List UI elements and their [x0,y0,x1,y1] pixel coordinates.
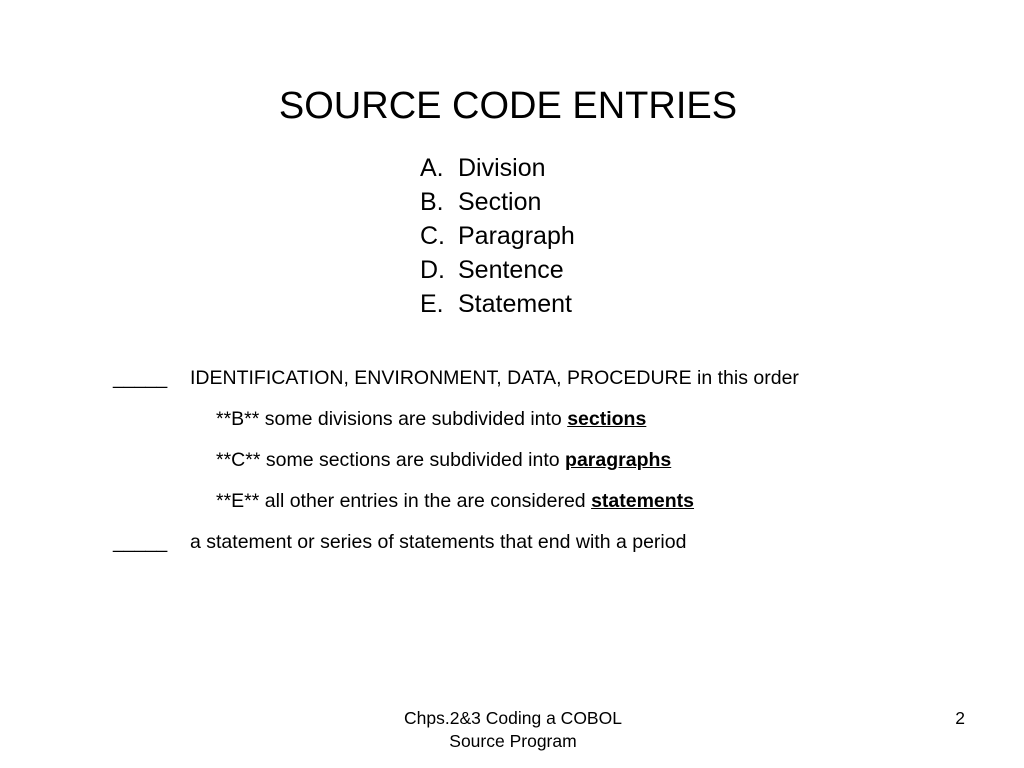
note-text: **C** some sections are subdivided into [216,449,566,471]
list-label: Paragraph [458,222,575,250]
list-item [420,253,575,287]
question-1 [113,366,799,390]
list-label: Statement [458,290,572,318]
list-label: Section [458,188,542,216]
answer-blank: _____ [113,367,168,389]
list-marker: B. [420,188,444,216]
note-sections [216,407,646,431]
list-item [420,151,575,185]
list-item [420,287,575,321]
note-term: paragraphs [565,449,672,471]
question-2 [113,530,686,554]
question-text: a statement or series of statements that end with a period [190,531,687,553]
question-text: IDENTIFICATION, ENVIRONMENT, DATA, PROCEDURE in this order [190,367,799,389]
footer-line: Chps.2&3 Coding a COBOL [404,708,622,728]
note-term: sections [567,408,647,430]
note-text: **B** some divisions are subdivided into [216,408,568,430]
list-label: Division [458,154,546,182]
slide-title: SOURCE CODE ENTRIES [278,85,738,127]
list-marker: A. [420,154,444,182]
note-term: statements [591,490,695,512]
choice-list [420,151,575,321]
footer-line: Source Program [449,731,577,751]
answer-blank: _____ [113,531,168,553]
note-statements [216,489,694,513]
list-label: Sentence [458,256,564,284]
list-item [420,185,575,219]
note-text: **E** all other entries in the are considered [216,490,592,512]
list-marker: D. [420,256,445,284]
list-marker: C. [420,222,445,250]
note-paragraphs [216,448,671,472]
page-number: 2 [955,708,965,728]
footer-caption [353,707,673,753]
list-item [420,219,575,253]
list-marker: E. [420,290,444,318]
